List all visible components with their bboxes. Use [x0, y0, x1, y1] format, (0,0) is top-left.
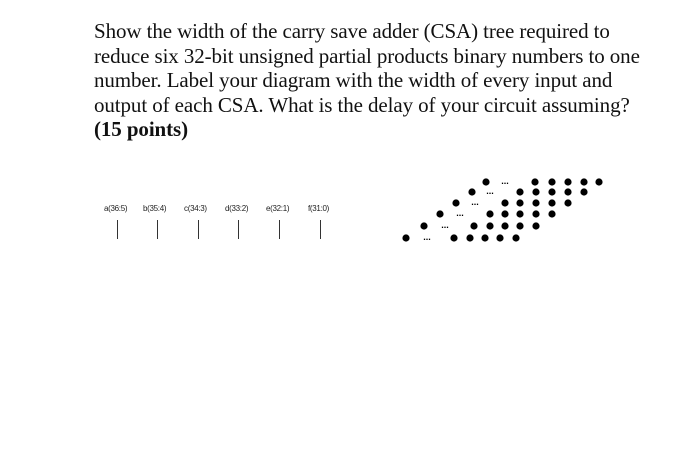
input-line-f	[320, 220, 321, 239]
bit-dot	[564, 188, 571, 195]
bit-dot	[532, 199, 539, 206]
ellipsis-label: ...	[501, 176, 509, 186]
input-line-a	[117, 220, 118, 239]
bit-dot	[468, 188, 475, 195]
question-body: Show the width of the carry save adder (CSA) tree required to reduce six 32-bit unsigned partial products binary numbers to one number. Label your diagram with the width of every input and output of each CSA. What is the delay of your circuit assuming?	[94, 19, 640, 117]
bit-dot	[436, 210, 443, 217]
bit-dot	[516, 188, 523, 195]
bit-dot	[564, 178, 571, 185]
bit-dot	[512, 234, 519, 241]
bit-dot	[402, 234, 409, 241]
dot-row-2	[468, 186, 587, 196]
bit-dot	[501, 222, 508, 229]
bit-dot	[420, 222, 427, 229]
bit-dot	[531, 178, 538, 185]
bit-dot	[501, 199, 508, 206]
input-label-a: a(36:5)	[104, 204, 128, 213]
input-label-e: e(32:1)	[266, 204, 290, 213]
bit-dot	[486, 222, 493, 229]
dot-row-3	[452, 197, 571, 207]
bit-dot	[481, 234, 488, 241]
input-label-c: c(34:3)	[184, 204, 207, 213]
ellipsis-label: ...	[423, 232, 431, 242]
ellipsis-label: ...	[486, 186, 494, 196]
ellipsis-label: ...	[471, 197, 479, 207]
question-text	[94, 19, 654, 142]
bit-dot	[466, 234, 473, 241]
bit-dot	[548, 199, 555, 206]
bit-dot	[548, 210, 555, 217]
bit-dot	[564, 199, 571, 206]
bit-dot	[580, 178, 587, 185]
ellipsis-label: ...	[441, 220, 449, 230]
bit-dot	[450, 234, 457, 241]
bit-dot	[496, 234, 503, 241]
ellipsis-label: ...	[456, 208, 464, 218]
input-label-b: b(35:4)	[143, 204, 167, 213]
bit-dot	[486, 210, 493, 217]
bit-dot	[501, 210, 508, 217]
bit-dot	[580, 188, 587, 195]
input-label-d: d(33:2)	[225, 204, 249, 213]
input-line-b	[157, 220, 158, 239]
bit-dot	[548, 178, 555, 185]
dot-row-1	[482, 176, 602, 186]
bit-dot	[452, 199, 459, 206]
bit-dot	[470, 222, 477, 229]
dot-row-5	[420, 220, 539, 230]
bit-dot	[532, 188, 539, 195]
input-label-f: f(31:0)	[308, 204, 330, 213]
bit-dot	[516, 222, 523, 229]
bit-dot	[595, 178, 602, 185]
bit-dot	[516, 199, 523, 206]
dot-row-6	[402, 232, 519, 242]
bit-dot	[548, 188, 555, 195]
bit-dot	[532, 222, 539, 229]
dot-row-4	[436, 208, 555, 218]
points-label: (15 points)	[94, 117, 188, 141]
bit-dot	[532, 210, 539, 217]
input-line-d	[238, 220, 239, 239]
bit-dot	[482, 178, 489, 185]
input-line-e	[279, 220, 280, 239]
bit-dot	[516, 210, 523, 217]
input-line-c	[198, 220, 199, 239]
